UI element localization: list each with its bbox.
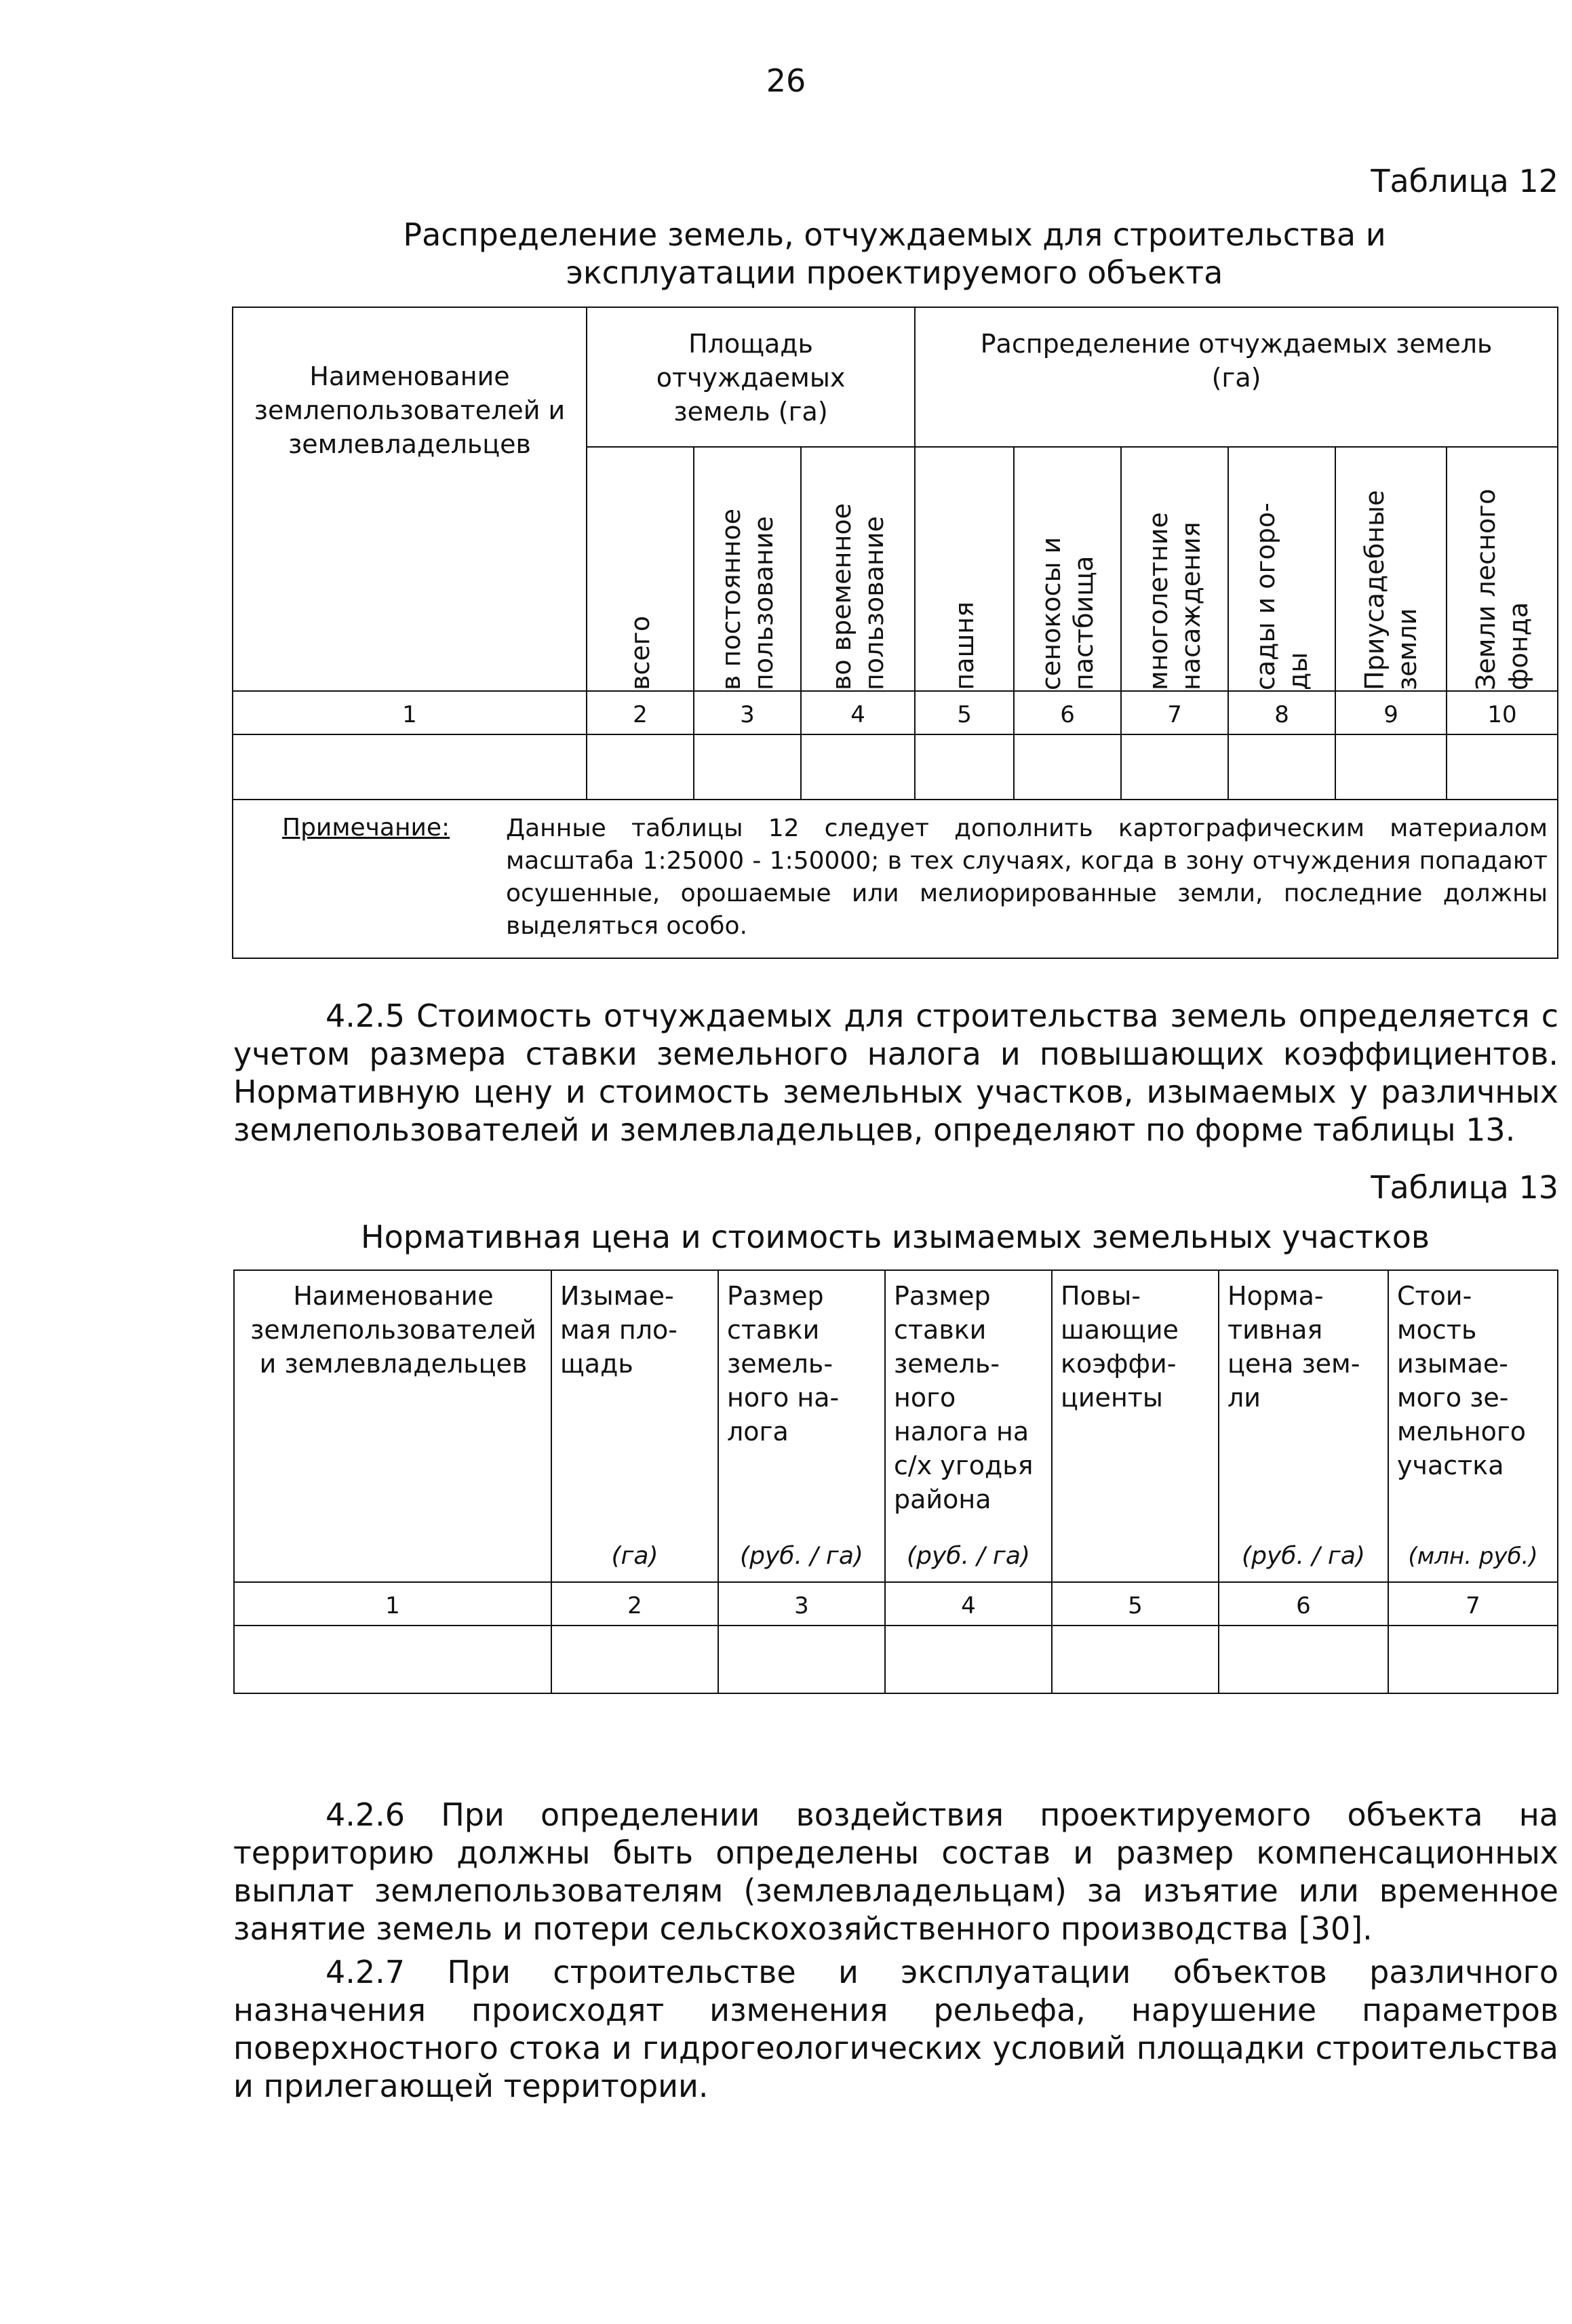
paragraph-4-2-7: 4.2.7 При строительстве и эксплуатации объектов различного назначения происходят изменения рельефа, нарушение параметров поверхностного стока и гидрогеологических условий площадки строительства и прилегающей территории. [233, 1954, 1558, 2104]
t13-header-tax-rate-agri-text: Размер ставки земель-ного налога на с/х угодья района [894, 1281, 1034, 1514]
area-header: Площадь отчуждаемых земель (га) [587, 307, 915, 447]
empty-cell [801, 734, 915, 800]
t13-header-tax-rate [718, 1270, 885, 1582]
empty-cell [1335, 734, 1447, 800]
subheader-forest: Земли лесного фонда [1471, 488, 1534, 690]
subheader-cell [694, 447, 801, 691]
empty-cell [1121, 734, 1228, 800]
t13-header-norm-price-text: Норма-тивная цена зем-ли [1227, 1281, 1360, 1413]
column-number: 5 [1052, 1582, 1219, 1626]
subheader-total: всего [625, 616, 655, 690]
subheader-cell [587, 447, 694, 691]
table13-label: Таблица 13 [1371, 1169, 1558, 1206]
empty-cell [1052, 1626, 1219, 1693]
subheader-cell [915, 447, 1014, 691]
t13-header-cost [1388, 1270, 1558, 1582]
subheader-cell [1014, 447, 1121, 691]
t13-unit-cost: (млн. руб.) [1408, 1543, 1538, 1570]
table12 [232, 307, 1558, 959]
table12-title [232, 216, 1557, 292]
t13-unit-area: (га) [611, 1542, 659, 1570]
column-number: 2 [587, 691, 694, 734]
subheader-gardens: сады и огоро-ды [1251, 503, 1314, 690]
subheader-hayfields: сенокосы и пастбища [1036, 536, 1099, 690]
subheader-arable: пашня [949, 602, 980, 690]
subheader-cell [1228, 447, 1335, 691]
distribution-header: Распределение отчуждаемых земель (га) [915, 307, 1558, 447]
subheader-household: Приусадебные земли [1360, 490, 1423, 690]
empty-cell [587, 734, 694, 800]
t13-header-cost-text: Стои-мость изымае-мого зе-мельного участка [1397, 1281, 1527, 1480]
table12-title-line1: Распределение земель, отчуждаемых для строительства и [403, 216, 1386, 253]
subheader-cell [1335, 447, 1447, 691]
t13-header-coefficients: Повы-шающие коэффи-циенты [1052, 1270, 1219, 1582]
paragraph-4-2-6: 4.2.6 При определении воздействия проектируемого объекта на территорию должны быть определены состав и размер компенсационных выплат землепользователям (землевладельцам) за изъятие или временное занятие земель и потери сельскохозяйственного производства [30]. [233, 1796, 1558, 1947]
table12-label: Таблица 12 [1371, 163, 1558, 199]
empty-cell [1014, 734, 1121, 800]
subheader-cell [1447, 447, 1558, 691]
column-number: 6 [1219, 1582, 1388, 1626]
table13 [233, 1269, 1558, 1694]
empty-cell [915, 734, 1014, 800]
empty-cell [1228, 734, 1335, 800]
column-number: 7 [1121, 691, 1228, 734]
column-number: 4 [801, 691, 915, 734]
note-label: Примечание: [282, 814, 450, 842]
t13-header-area-text: Изымае-мая пло-щадь [560, 1281, 677, 1379]
note-row [233, 800, 1558, 958]
empty-cell [694, 734, 801, 800]
empty-cell [885, 1626, 1052, 1693]
column-number: 4 [885, 1582, 1052, 1626]
t13-header-area [551, 1270, 718, 1582]
note-text: Данные таблицы 12 следует дополнить картографическим материалом масштаба 1:25000 - 1:50000; в тех случаях, когда в зону отчуждения попадают осушенные, орошаемые или мелиорированные земли, последние должны выделяться особо. [506, 814, 1548, 940]
table12-title-line2: эксплуатации проектируемого объекта [566, 254, 1223, 291]
empty-cell [718, 1626, 885, 1693]
t13-header-name: Наименование землепользователей и землевладельцев [234, 1270, 551, 1582]
subheader-temporary: во временное пользование [827, 503, 890, 690]
empty-cell [1219, 1626, 1388, 1693]
table13-title: Нормативная цена и стоимость изымаемых земельных участков [361, 1219, 1430, 1255]
t13-unit-norm-price: (руб. / га) [1242, 1542, 1365, 1570]
empty-cell [1388, 1626, 1558, 1693]
column-number: 5 [915, 691, 1014, 734]
column-number: 1 [234, 1582, 551, 1626]
subheader-permanent: в постоянное пользование [716, 508, 779, 690]
column-number: 2 [551, 1582, 718, 1626]
page-number: 26 [766, 62, 806, 99]
column-number: 3 [694, 691, 801, 734]
column-number: 1 [233, 691, 587, 734]
column-number: 7 [1388, 1582, 1558, 1626]
t13-header-norm-price [1219, 1270, 1388, 1582]
column-number: 9 [1335, 691, 1447, 734]
t13-unit-tax-rate-agri: (руб. / га) [907, 1542, 1030, 1570]
t13-header-tax-rate-agri [885, 1270, 1052, 1582]
empty-cell [551, 1626, 718, 1693]
t13-unit-tax-rate: (руб. / га) [740, 1542, 863, 1570]
column-number: 8 [1228, 691, 1335, 734]
t13-header-tax-rate-text: Размер ставки земель-ного на-лога [727, 1281, 840, 1446]
paragraph-4-2-5: 4.2.5 Стоимость отчуждаемых для строительства земель определяется с учетом размера ставки земельного налога и повышающих коэффициентов. Нормативную цену и стоимость земельных участков, изымаемых у различных землепользователей и землевладельцев, определяют по форме таблицы 13. [233, 998, 1558, 1148]
column-number: 10 [1447, 691, 1558, 734]
subheader-perennial: многолетние насаждения [1143, 512, 1206, 690]
column-number: 3 [718, 1582, 885, 1626]
col-name-header: Наименование землепользователей и землевладельцев [233, 307, 587, 691]
subheader-cell [801, 447, 915, 691]
empty-cell [1447, 734, 1558, 800]
empty-cell [233, 734, 587, 800]
column-number: 6 [1014, 691, 1121, 734]
subheader-cell [1121, 447, 1228, 691]
empty-cell [234, 1626, 551, 1693]
